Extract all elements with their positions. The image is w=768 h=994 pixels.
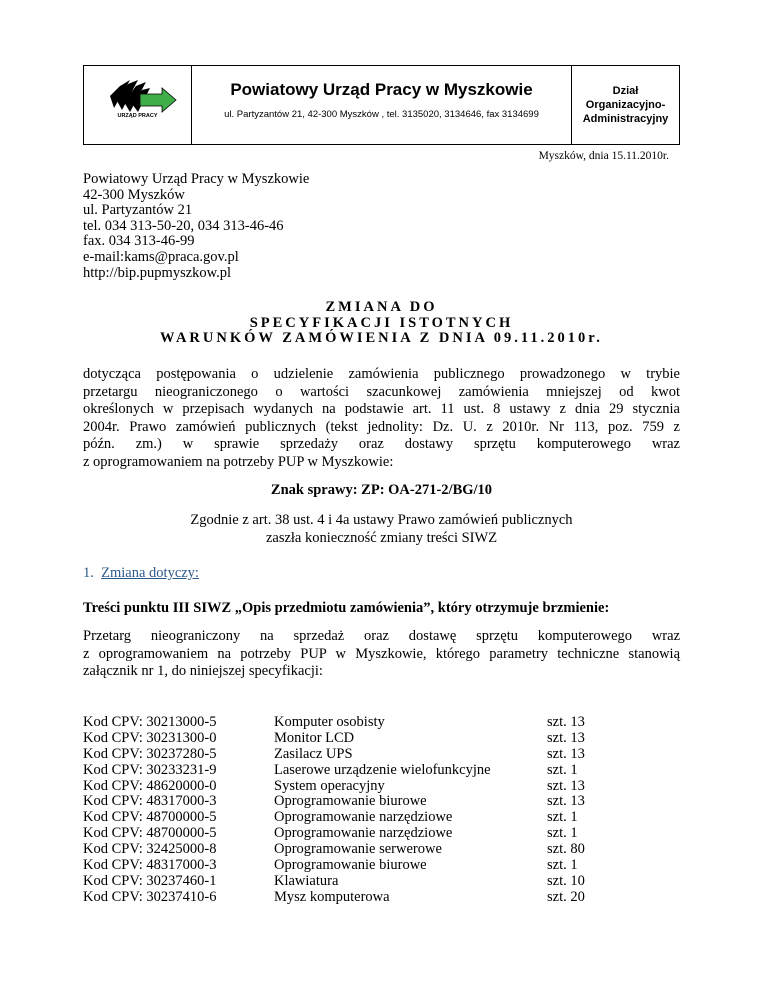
tender-line: załącznik nr 1, do niniejszej specyfikacji:: [83, 663, 323, 680]
cpv-code: Kod CPV: 30237460-1: [83, 872, 217, 889]
cpv-code: Kod CPV: 30233231-9: [83, 761, 217, 778]
intro-line: dotycząca postępowania o udzielenie zamówienia publicznego prowadzonego w trybie: [83, 366, 680, 382]
cpv-code: Kod CPV: 32425000-8: [83, 841, 217, 858]
cpv-quantity: szt. 13: [547, 729, 585, 746]
tender-paragraph: [83, 628, 680, 681]
cpv-code: Kod CPV: 30213000-5: [83, 714, 217, 730]
cpv-code: Kod CPV: 30231300-0: [83, 729, 217, 746]
case-reference: Znak sprawy: ZP: OA-271-2/BG/10: [270, 482, 493, 498]
cpv-code: Kod CPV: 48700000-5: [83, 825, 217, 842]
logo-caption: URZĄD PRACY: [117, 113, 158, 119]
cpv-quantity: szt. 13: [547, 745, 585, 762]
cpv-quantity: szt. 20: [547, 888, 585, 905]
sender-line: Powiatowy Urząd Pracy w Myszkowie: [83, 171, 310, 187]
cpv-code: Kod CPV: 30237280-5: [83, 745, 217, 762]
sender-line: ul. Partyzantów 21: [83, 202, 193, 219]
cpv-quantity: szt. 1: [547, 761, 578, 778]
intro-line: z oprogramowaniem na potrzeby PUP w Myszkowie:: [83, 453, 394, 470]
cpv-item-name: Oprogramowanie narzędziowe: [274, 825, 453, 842]
department-box: [572, 66, 679, 144]
cpv-item-name: Oprogramowanie biurowe: [274, 793, 427, 810]
cpv-code: Kod CPV: 48317000-3: [83, 793, 217, 810]
cpv-quantity: szt. 1: [547, 857, 578, 874]
cpv-code: Kod CPV: 48620000-0: [83, 777, 217, 794]
sender-email: e-mail:kams@praca.gov.pl: [83, 248, 239, 265]
cpv-item-name: Monitor LCD: [274, 729, 355, 746]
legal-basis: [83, 512, 680, 547]
tender-line: Przetarg nieograniczony na sprzedaż oraz dostawę sprzętu komputerowego wraz: [83, 628, 680, 644]
section-1-heading: [83, 565, 199, 582]
legal-basis-line: Zgodnie z art. 38 ust. 4 i 4a ustawy Prawo zamówień publicznych: [190, 512, 573, 528]
cpv-item-name: Oprogramowanie serwerowe: [274, 841, 442, 858]
point-title: Treści punktu III SIWZ „Opis przedmiotu zamówienia”, który otrzymuje brzmienie:: [83, 600, 610, 616]
tender-line: z oprogramowaniem na potrzeby PUP w Myszkowie, którego parametry techniczne stanowią: [83, 645, 680, 662]
cpv-quantity: szt. 10: [547, 872, 585, 889]
department-line-1: Dział: [612, 85, 639, 97]
letterhead-center: [192, 66, 572, 144]
intro-line: 2004r. Prawo zamówień publicznych (tekst jednolity: Dz. U. z 2010r. Nr 113, poz. 759 z: [83, 418, 680, 435]
cpv-quantity: szt. 13: [547, 777, 585, 794]
document-date: Myszków, dnia 15.11.2010r.: [538, 150, 669, 162]
office-logo: [84, 66, 192, 144]
cpv-quantity: szt. 1: [547, 825, 578, 842]
cpv-item-name: Komputer osobisty: [274, 714, 385, 730]
section-label: Zmiana dotyczy:: [101, 565, 199, 581]
cpv-quantity: szt. 80: [547, 841, 585, 858]
heading-line: SPECYFIKACJI ISTOTNYCH: [249, 314, 514, 331]
sender-website: http://bip.pupmyszkow.pl: [83, 264, 232, 281]
cpv-code: Kod CPV: 48317000-3: [83, 857, 217, 874]
logo-icon: [84, 66, 190, 144]
letterhead: [83, 65, 680, 145]
section-number: 1.: [83, 565, 94, 581]
sender-line: 42-300 Myszków: [83, 186, 185, 203]
department-line-2: Organizacyjno-: [585, 99, 666, 111]
sender-line: fax. 034 313-46-99: [83, 233, 195, 250]
document-heading: [83, 300, 680, 347]
cpv-quantity: szt. 13: [547, 793, 585, 810]
intro-line: określonych w przepisach wydanych na podstawie art. 11 ust. 8 ustawy z dnia 29 stycznia: [83, 401, 680, 418]
cpv-code: Kod CPV: 30237410-6: [83, 888, 217, 905]
cpv-quantity: szt. 13: [547, 714, 585, 730]
cpv-item-name: System operacyjny: [274, 777, 385, 794]
cpv-item-name: Zasilacz UPS: [274, 745, 353, 762]
heading-line: ZMIANA DO: [325, 299, 438, 315]
cpv-quantity: szt. 1: [547, 809, 578, 826]
office-address: ul. Partyzantów 21, 42-300 Myszków , tel. 3135020, 3134646, fax 3134699: [224, 109, 539, 120]
department-line-3: Administracyjny: [582, 113, 669, 125]
sender-address-block: [83, 172, 309, 281]
cpv-item-name: Mysz komputerowa: [274, 888, 390, 905]
intro-paragraph: [83, 366, 680, 472]
cpv-item-name: Klawiatura: [274, 872, 339, 889]
intro-line: przetargu nieograniczonego o wartości szacunkowej zamówienia mniejszej od kwot: [83, 383, 680, 400]
cpv-item-name: Laserowe urządzenie wielofunkcyjne: [274, 761, 491, 778]
intro-line: późn. zm.) w sprawie sprzedaży oraz dostawy sprzętu komputerowego wraz: [83, 436, 680, 453]
cpv-item-name: Oprogramowanie biurowe: [274, 857, 427, 874]
heading-line: WARUNKÓW ZAMÓWIENIA Z DNIA 09.11.2010r.: [160, 330, 603, 347]
office-name: Powiatowy Urząd Pracy w Myszkowie: [230, 80, 533, 99]
legal-basis-line: zaszła konieczność zmiany treści SIWZ: [265, 529, 498, 546]
cpv-item-name: Oprogramowanie narzędziowe: [274, 809, 453, 826]
sender-line: tel. 034 313-50-20, 034 313-46-46: [83, 217, 284, 234]
cpv-code: Kod CPV: 48700000-5: [83, 809, 217, 826]
